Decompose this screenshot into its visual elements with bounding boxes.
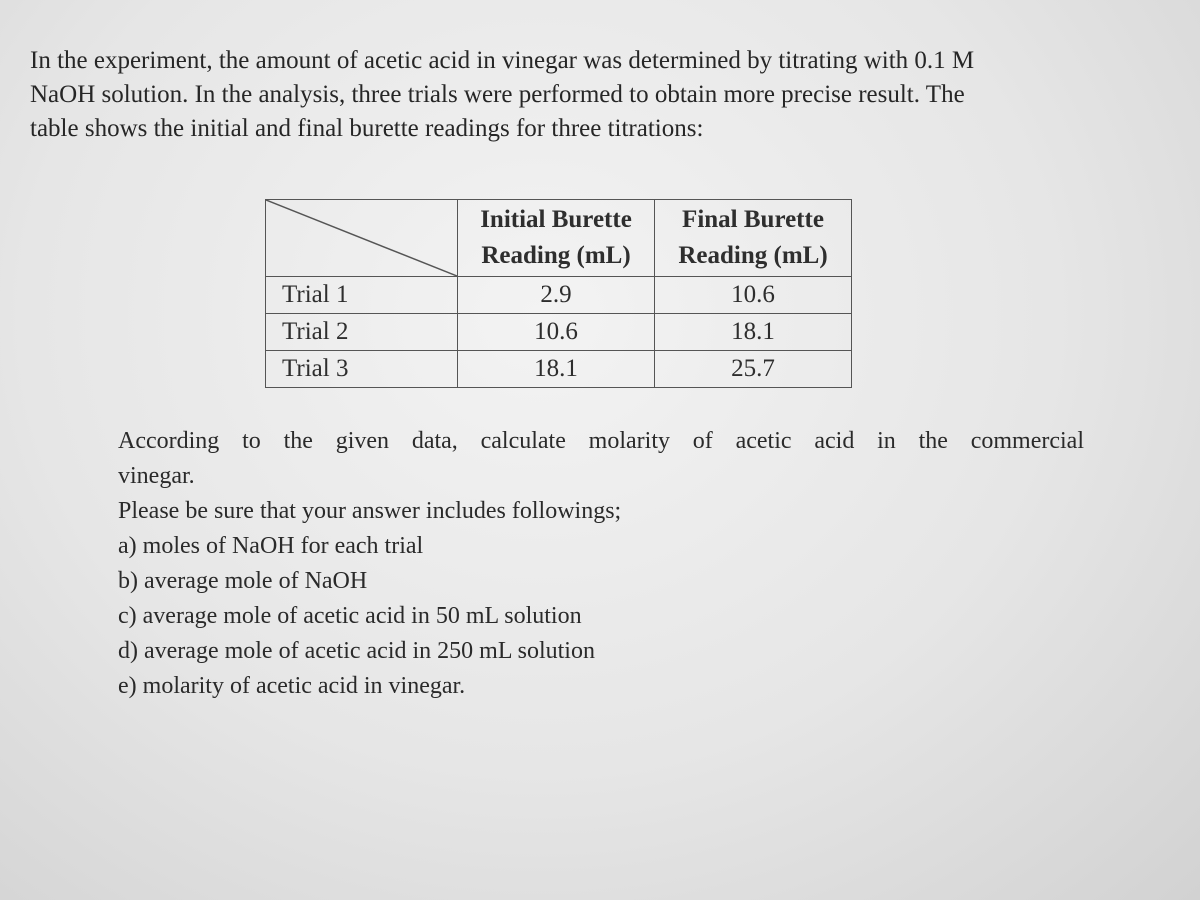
question-line-1: According to the given data, calculate molarity of acetic acid in the commercial [118,428,1084,454]
table-row [266,351,852,388]
table-row [266,314,852,351]
list-item: e) molarity of acetic acid in vinegar. [118,673,466,699]
table-row [266,277,852,314]
final-reading-value: 10.6 [655,277,852,314]
header-initial-line-2: Reading (mL) [481,242,631,269]
list-item: a) moles of NaOH for each trial [118,533,424,559]
trial-label: Trial 1 [266,277,458,314]
header-final-line-1: Final Burette [682,206,824,233]
list-item: b) average mole of NaOH [118,568,368,594]
initial-reading-value: 2.9 [458,277,655,314]
header-final-reading [655,200,852,277]
initial-reading-value: 10.6 [458,314,655,351]
list-item: c) average mole of acetic acid in 50 mL solution [118,603,582,629]
header-initial-line-1: Initial Burette [480,206,632,233]
corner-diagonal-line [266,200,457,276]
header-final-line-2: Reading (mL) [678,242,828,269]
intro-line-2: NaOH solution. In the analysis, three trials were performed to obtain more precise result. The [30,81,965,108]
intro-line-3: table shows the initial and final burette readings for three titrations: [30,115,704,142]
table-header-row [266,200,852,277]
question-line-2: vinegar. [118,463,195,489]
trial-label: Trial 2 [266,314,458,351]
burette-readings-table [265,199,852,388]
table-corner-cell [266,200,458,277]
header-initial-reading [458,200,655,277]
intro-line-1: In the experiment, the amount of acetic acid in vinegar was determined by titrating with 0.1 M [30,47,975,74]
trial-label: Trial 3 [266,351,458,388]
answer-requirements-list [118,529,1088,704]
final-reading-value: 25.7 [655,351,852,388]
initial-reading-value: 18.1 [458,351,655,388]
problem-intro [30,44,1110,146]
question-block [118,424,1088,704]
question-instruction: Please be sure that your answer includes followings; [118,498,622,524]
list-item: d) average mole of acetic acid in 250 mL solution [118,638,595,664]
final-reading-value: 18.1 [655,314,852,351]
